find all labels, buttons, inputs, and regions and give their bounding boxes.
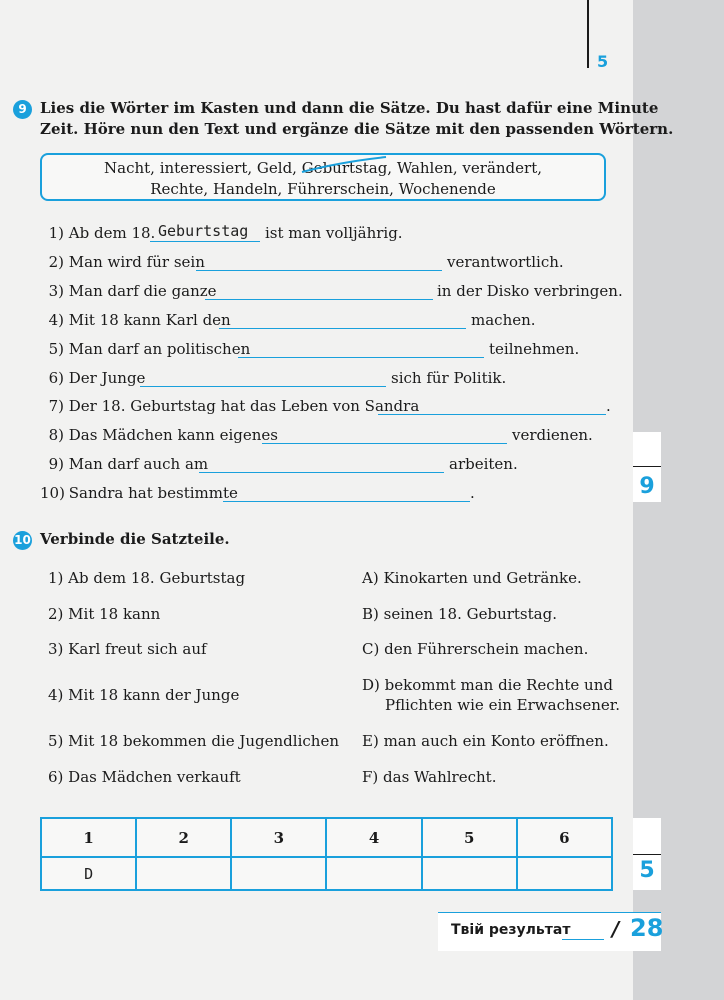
table-header-cell: 5 [422, 818, 517, 857]
table-header-cell: 2 [136, 818, 231, 857]
sentence-text-before: Man darf auch am [64, 455, 209, 473]
sentence-row [40, 308, 536, 332]
sentence-text-after: machen. [471, 311, 536, 329]
answer-blank[interactable] [223, 501, 470, 502]
left-item: 1) Ab dem 18. Geburtstag [48, 569, 246, 587]
answer-blank[interactable] [238, 357, 484, 358]
left-item: 4) Mit 18 kann der Junge [48, 686, 240, 704]
handwritten-answer: Geburtstag [158, 222, 249, 240]
sentence-row [40, 250, 564, 274]
sentence-text-after: . [470, 484, 475, 502]
sentence-row [40, 366, 507, 390]
sentence-start [40, 369, 145, 387]
right-item [362, 568, 582, 588]
result-label: Твій результат [451, 922, 571, 938]
answer-blank[interactable] [262, 443, 507, 444]
task9-badge: 9 [13, 100, 32, 119]
result-slash: / [612, 917, 620, 941]
sentence-row [40, 394, 611, 418]
answer-blank[interactable] [196, 270, 442, 271]
sentence-number: 10) [40, 484, 65, 502]
answer-table-header [41, 818, 612, 857]
result-max: 28 [630, 914, 664, 942]
table-header-cell: 4 [326, 818, 421, 857]
sentence-number: 1) [48, 224, 64, 242]
sentence-number: 2) [48, 253, 64, 271]
struck-word [302, 158, 388, 179]
sentence-text-after: verdienen. [512, 426, 593, 444]
sentence-text-before: Sandra hat bestimmte [64, 484, 238, 502]
sentence-start [40, 282, 217, 300]
task9-score-box [633, 432, 661, 502]
task10-score-box [633, 818, 661, 890]
right-item-text: D) bekommt man die Rechte und [362, 676, 613, 694]
sentence-number: 9) [48, 455, 64, 473]
sentence-start [40, 253, 205, 271]
sentence-text-after: verantwortlich. [447, 253, 564, 271]
right-item-text: B) seinen 18. Geburtstag. [362, 605, 557, 623]
word-box-line2: Rechte, Handeln, Führerschein, Wochenende [150, 180, 496, 198]
answer-blank[interactable] [219, 328, 466, 329]
sentence-row [40, 221, 403, 245]
task9-instruction-line1: Lies die Wörter im Kasten und dann die Sätze. Du hast dafür eine Minute [40, 99, 659, 117]
sentence-text-after: teilnehmen. [489, 340, 580, 358]
table-header-cell: 6 [517, 818, 612, 857]
right-item [362, 731, 609, 751]
left-item: 3) Karl freut sich auf [48, 640, 207, 658]
word-box-line1 [42, 158, 604, 179]
sentence-start [40, 484, 238, 502]
sentence-text-after: in der Disko verbringen. [437, 282, 623, 300]
right-item-text: F) das Wahlrecht. [362, 768, 497, 786]
sentence-text-before: Das Mädchen kann eigenes [64, 426, 278, 444]
sentence-row [40, 337, 580, 361]
right-item-text: A) Kinokarten und Getränke. [362, 569, 582, 587]
score-line [633, 854, 661, 855]
sentence-number: 5) [48, 340, 64, 358]
task10-points: 5 [639, 858, 655, 883]
sentence-number: 8) [48, 426, 64, 444]
table-header-cell: 3 [231, 818, 326, 857]
sentence-row [40, 452, 518, 476]
left-item: 5) Mit 18 bekommen die Jugendlichen [48, 732, 339, 750]
sentence-start [40, 224, 155, 242]
sentence-text-before: Man darf an politischen [64, 340, 251, 358]
table-header-cell: 1 [41, 818, 136, 857]
sentence-text-after: arbeiten. [449, 455, 518, 473]
task10-badge: 10 [13, 531, 32, 550]
sentence-text-after: sich für Politik. [391, 369, 507, 387]
sentence-row [40, 279, 623, 303]
sentence-start [40, 340, 250, 358]
table-answer-cell[interactable]: D [41, 857, 136, 890]
sentence-text-before: Ab dem 18. [64, 224, 156, 242]
score-line [633, 466, 661, 467]
right-item [362, 604, 557, 624]
table-answer-cell[interactable] [231, 857, 326, 890]
answer-blank[interactable] [378, 414, 606, 415]
sentence-text-before: Man wird für sein [64, 253, 205, 271]
page-divider [587, 0, 589, 68]
sentence-start [40, 311, 231, 329]
page-number: 5 [597, 52, 609, 71]
answer-blank[interactable] [199, 472, 444, 473]
right-item-text: E) man auch ein Konto eröffnen. [362, 732, 609, 750]
sentence-text-before: Der 18. Geburtstag hat das Leben von Sandra [64, 397, 420, 415]
table-answer-cell[interactable] [422, 857, 517, 890]
answer-table-row [41, 857, 612, 890]
answer-blank[interactable] [205, 299, 433, 300]
answer-blank[interactable] [140, 386, 386, 387]
sentence-start [40, 426, 278, 444]
sentence-start [40, 397, 419, 415]
task9-instruction [40, 98, 673, 140]
sentence-text-before: Man darf die ganze [64, 282, 217, 300]
sentence-text-before: Mit 18 kann Karl den [64, 311, 231, 329]
word-box-words-a: Nacht, interessiert, Geld, [104, 159, 302, 177]
strikethrough-mark [300, 154, 390, 176]
task9-instruction-line2: Zeit. Höre nun den Text und ergänze die Sätze mit den passenden Wörtern. [40, 120, 674, 138]
right-item-text-line2: Pflichten wie ein Erwachsener. [385, 696, 621, 714]
word-box [40, 153, 606, 201]
sentence-start [40, 455, 208, 473]
right-item-text: C) den Führerschein machen. [362, 640, 589, 658]
table-answer-cell[interactable] [136, 857, 231, 890]
left-item: 2) Mit 18 kann [48, 605, 161, 623]
sentence-number: 4) [48, 311, 64, 329]
sentence-row [40, 423, 593, 447]
right-item [362, 639, 588, 659]
sentence-number: 7) [48, 397, 64, 415]
sentence-text-before: Der Junge [64, 369, 146, 387]
result-blank[interactable] [562, 939, 604, 940]
right-item [362, 675, 620, 715]
table-answer-cell[interactable] [517, 857, 612, 890]
sentence-text-after: ist man volljährig. [265, 224, 403, 242]
answer-table [40, 817, 613, 891]
table-answer-cell[interactable] [326, 857, 421, 890]
word-box-words-b: , Wahlen, verändert, [387, 159, 542, 177]
task10-instruction: Verbinde die Satzteile. [40, 530, 230, 548]
sentence-number: 3) [48, 282, 64, 300]
left-item: 6) Das Mädchen verkauft [48, 768, 241, 786]
sentence-text-after: . [606, 397, 611, 415]
struck-word-text: Geburtstag [301, 159, 388, 177]
sentence-number: 6) [48, 369, 64, 387]
sentence-row [40, 481, 475, 505]
right-item [362, 767, 496, 787]
task9-points: 9 [639, 474, 655, 499]
result-box [438, 912, 664, 951]
